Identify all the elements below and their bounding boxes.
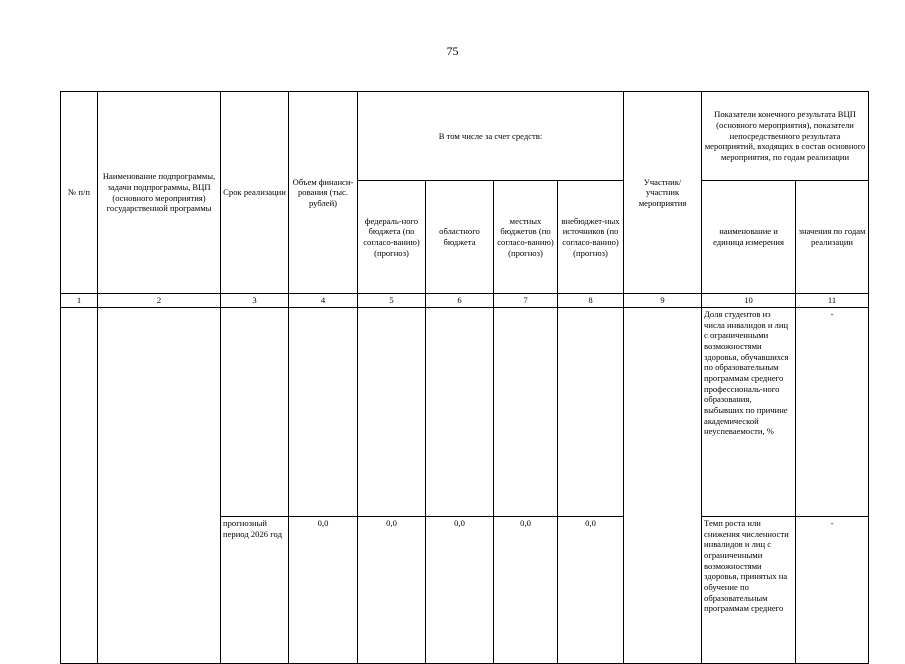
column-number: 2 xyxy=(98,294,221,308)
column-numbers-row xyxy=(61,294,869,308)
column-number: 7 xyxy=(494,294,558,308)
table-row xyxy=(61,308,869,517)
federal-cell xyxy=(358,308,426,517)
header-sources-group: В том числе за счет средств: xyxy=(358,92,624,181)
header-indicator-value: значения по годам реализации xyxy=(796,181,869,294)
extrabudget-cell: 0,0 xyxy=(558,517,624,664)
header-local: местных бюджетов (по согласо-ванию) (прогноз) xyxy=(494,181,558,294)
regional-cell: 0,0 xyxy=(426,517,494,664)
header-regional: областного бюджета xyxy=(426,181,494,294)
column-number: 3 xyxy=(221,294,289,308)
header-federal: федераль-ного бюджета (по согласо-ванию) (прогноз) xyxy=(358,181,426,294)
column-number: 9 xyxy=(624,294,702,308)
column-number: 6 xyxy=(426,294,494,308)
header-extrabudget: внебюджет-ных источников (по согласо-ванию) (прогноз) xyxy=(558,181,624,294)
federal-cell: 0,0 xyxy=(358,517,426,664)
header-row-1 xyxy=(61,92,869,181)
period-cell: прогнозный период 2026 год xyxy=(221,517,289,664)
extrabudget-cell xyxy=(558,308,624,517)
participant-cell xyxy=(624,308,702,664)
column-number: 8 xyxy=(558,294,624,308)
program-table xyxy=(60,91,869,664)
local-cell xyxy=(494,308,558,517)
column-number: 11 xyxy=(796,294,869,308)
header-participant: Участник/ участник мероприятия xyxy=(624,92,702,294)
indicator-name-cell: Темп роста или снижения численности инвалидов и лиц с ограниченными возможностями здоровья, принятых на обучение по образовательным программам среднего xyxy=(702,517,796,664)
column-number: 1 xyxy=(61,294,98,308)
period-cell xyxy=(221,308,289,517)
header-indicators-group: Показатели конечного результата ВЦП (основного мероприятия), показатели непосредственного результата мероприятий, входящих в состав основного мероприятия, по годам реализации xyxy=(702,92,869,181)
header-volume: Объем финанси-рования (тыс. рублей) xyxy=(289,92,358,294)
volume-cell: 0,0 xyxy=(289,517,358,664)
header-name: Наименование подпрограммы, задачи подпрограммы, ВЦП (основного мероприятия) государственной программы xyxy=(98,92,221,294)
local-cell: 0,0 xyxy=(494,517,558,664)
indicator-name-cell: Доля студентов из числа инвалидов и лиц с ограниченными возможностями здоровья, обучавшихся по образовательным программам среднего профессиональ-ного образования, выбывших по причине академической неуспеваемости, % xyxy=(702,308,796,517)
column-number: 10 xyxy=(702,294,796,308)
indicator-value-cell: - xyxy=(796,517,869,664)
page-number: 75 xyxy=(446,44,459,58)
regional-cell xyxy=(426,308,494,517)
column-number: 4 xyxy=(289,294,358,308)
row-name-cell xyxy=(98,308,221,664)
indicator-value-cell: - xyxy=(796,308,869,517)
column-number: 5 xyxy=(358,294,426,308)
header-number: № п/п xyxy=(61,92,98,294)
header-indicator-name: наименование и единица измерения xyxy=(702,181,796,294)
row-number-cell xyxy=(61,308,98,664)
volume-cell xyxy=(289,308,358,517)
header-period: Срок реализации xyxy=(221,92,289,294)
